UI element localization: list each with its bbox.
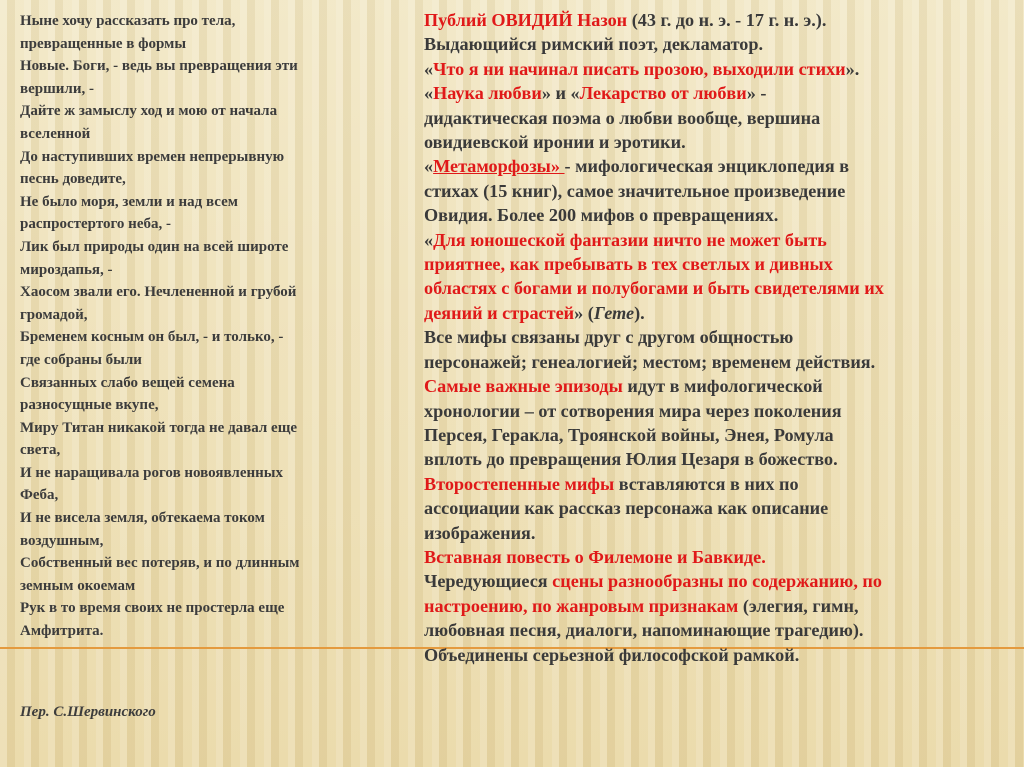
highlighted-text: Самые важные эпизоды [424, 376, 623, 397]
article-line [424, 545, 1016, 569]
poem-line: где собраны были [20, 351, 142, 368]
text-segment: хронологии – от сотворения мира через поколения [424, 400, 842, 421]
highlighted-text: Что я ни начинал писать прозою, выходили стихи [433, 58, 846, 79]
text-segment: « [424, 156, 434, 177]
poem-line: И не висела земля, обтекаема током [20, 510, 265, 527]
poem-line: Новые. Боги, - ведь вы превращения эти [20, 58, 298, 75]
article-line [424, 472, 1016, 496]
article-line [424, 569, 1016, 593]
poem-line: И не наращивала рогов новоявленных [20, 464, 283, 481]
poem-line: земным окоемам [20, 577, 136, 594]
article-text [424, 8, 1016, 667]
article-line [424, 301, 1016, 325]
text-segment: » и « [541, 83, 580, 104]
poem-line: превращенные в формы [20, 35, 187, 52]
highlighted-text: Лекарство от любви [579, 83, 747, 104]
highlighted-text: сцены разнообразны по содержанию, по [552, 571, 882, 592]
poem-line: песнь доведите, [20, 171, 126, 188]
text-segment: Чередующиеся [424, 571, 553, 592]
highlighted-text: Для юношеской фантазии ничто не может быть [433, 229, 827, 250]
translator-credit: Пер. С.Шервинского [20, 704, 156, 720]
text-segment: Выдающийся римский поэт, декламатор. [424, 34, 764, 55]
article-line [424, 374, 1016, 398]
text-segment: овидиевской иронии и эротики. [424, 132, 686, 153]
article-line [424, 276, 1016, 300]
text-segment: дидактическая поэма о любви вообще, вершина [424, 107, 821, 128]
text-segment: ). [634, 302, 645, 323]
poem-line: распростертого неба, - [20, 216, 171, 233]
article-line [424, 154, 1016, 178]
poem-line: Феба, [20, 487, 59, 504]
article-line [424, 32, 1016, 56]
article-line [424, 618, 1016, 642]
poem-line: вершили, - [20, 80, 94, 97]
poem-line: Рук в то время своих не простерла еще [20, 600, 285, 617]
poem-excerpt [20, 10, 410, 730]
text-segment: стихах (15 книг), самое значительное произведение [424, 180, 846, 201]
article-line [424, 8, 1016, 32]
text-segment: идут в мифологической [622, 376, 823, 397]
article-line [424, 228, 1016, 252]
poem-line: мироздапья, - [20, 261, 113, 278]
highlighted-text: Метаморфозы» [433, 156, 565, 177]
poem-line: Дайте ж замыслу ход и мою от начала [20, 103, 278, 120]
article-line [424, 106, 1016, 130]
highlighted-text: настроению, по жанровым признакам [424, 595, 739, 616]
text-segment: « [424, 229, 434, 250]
text-segment: ассоциации как рассказ персонажа как описание [424, 498, 829, 519]
text-segment: вставляются в них по [614, 473, 799, 494]
article-line [424, 496, 1016, 520]
text-segment: (43 г. до н. э. - 17 г. н. э.). [627, 10, 827, 30]
text-segment: (элегия, гимн, [738, 595, 859, 616]
poem-line: Хаосом звали его. Нечлененной и грубой [20, 284, 297, 301]
article-line [424, 325, 1016, 349]
text-segment: Все мифы связаны друг с другом общностью [424, 327, 794, 348]
article-line [424, 423, 1016, 447]
text-segment: » ( [574, 302, 594, 323]
poem-line: разносущные вкупе, [20, 397, 159, 414]
article-line [424, 130, 1016, 154]
text-segment: ». [845, 58, 860, 79]
text-segment: Гете [593, 302, 635, 323]
highlighted-text: областях с богами и полубогами и быть свидетелями их [424, 278, 884, 299]
article-line [424, 643, 1016, 667]
poem-line: воздушным, [20, 532, 104, 549]
article-line [424, 179, 1016, 203]
article-line [424, 447, 1016, 471]
text-segment: « [424, 58, 434, 79]
poem-line: До наступивших времен непрерывную [20, 148, 285, 165]
poem-line: Бременем косным он был, - и только, - [20, 329, 284, 346]
article-line [424, 521, 1016, 545]
highlighted-text: Публий ОВИДИЙ Назон [424, 10, 628, 30]
article-line [424, 594, 1016, 618]
text-segment: « [424, 83, 434, 104]
poem-line: света, [20, 442, 61, 459]
article-line [424, 252, 1016, 276]
text-segment: Овидия. Более 200 мифов о превращениях. [424, 205, 779, 226]
poem-line: Миру Титан никакой тогда не давал еще [20, 419, 298, 436]
poem-line: Связанных слабо вещей семена [20, 374, 235, 391]
highlighted-text: Второстепенные мифы [424, 473, 615, 494]
text-segment: Персея, Геракла, Троянской войны, Энея, Ромула [424, 424, 834, 445]
highlighted-text: Вставная повесть о Филемоне и Бавкиде. [424, 546, 766, 567]
text-segment: любовная песня, диалоги, напоминающие трагедию). [424, 620, 864, 641]
article-line [424, 57, 1016, 81]
highlighted-text: деяний и страстей [424, 302, 575, 323]
text-segment: изображения. [424, 522, 536, 543]
article-line [424, 81, 1016, 105]
poem-line: вселенной [20, 125, 91, 142]
poem-line: громадой, [20, 306, 88, 323]
text-segment: » - [746, 83, 767, 104]
article-line [424, 399, 1016, 423]
text-segment: персонажей; генеалогией; местом; временем действия. [424, 351, 876, 372]
highlighted-text: приятнее, как пребывать в тех светлых и дивных [424, 254, 833, 275]
text-segment: Объединены серьезной философской рамкой. [424, 644, 800, 665]
article-line [424, 203, 1016, 227]
poem-line: Ныне хочу рассказать про тела, [20, 13, 236, 29]
text-segment: - мифологическая энциклопедия в [564, 156, 850, 177]
text-segment: вплоть до превращения Юлия Цезаря в божество. [424, 449, 838, 470]
poem-line: Лик был природы один на всей широте [20, 238, 289, 255]
poem-line: Собственный вес потеряв, и по длинным [20, 555, 300, 572]
article-line [424, 350, 1016, 374]
poem-line: Амфитрита. [20, 623, 104, 640]
poem-line: Не было моря, земли и над всем [20, 193, 239, 210]
highlighted-text: Наука любви [433, 83, 542, 104]
